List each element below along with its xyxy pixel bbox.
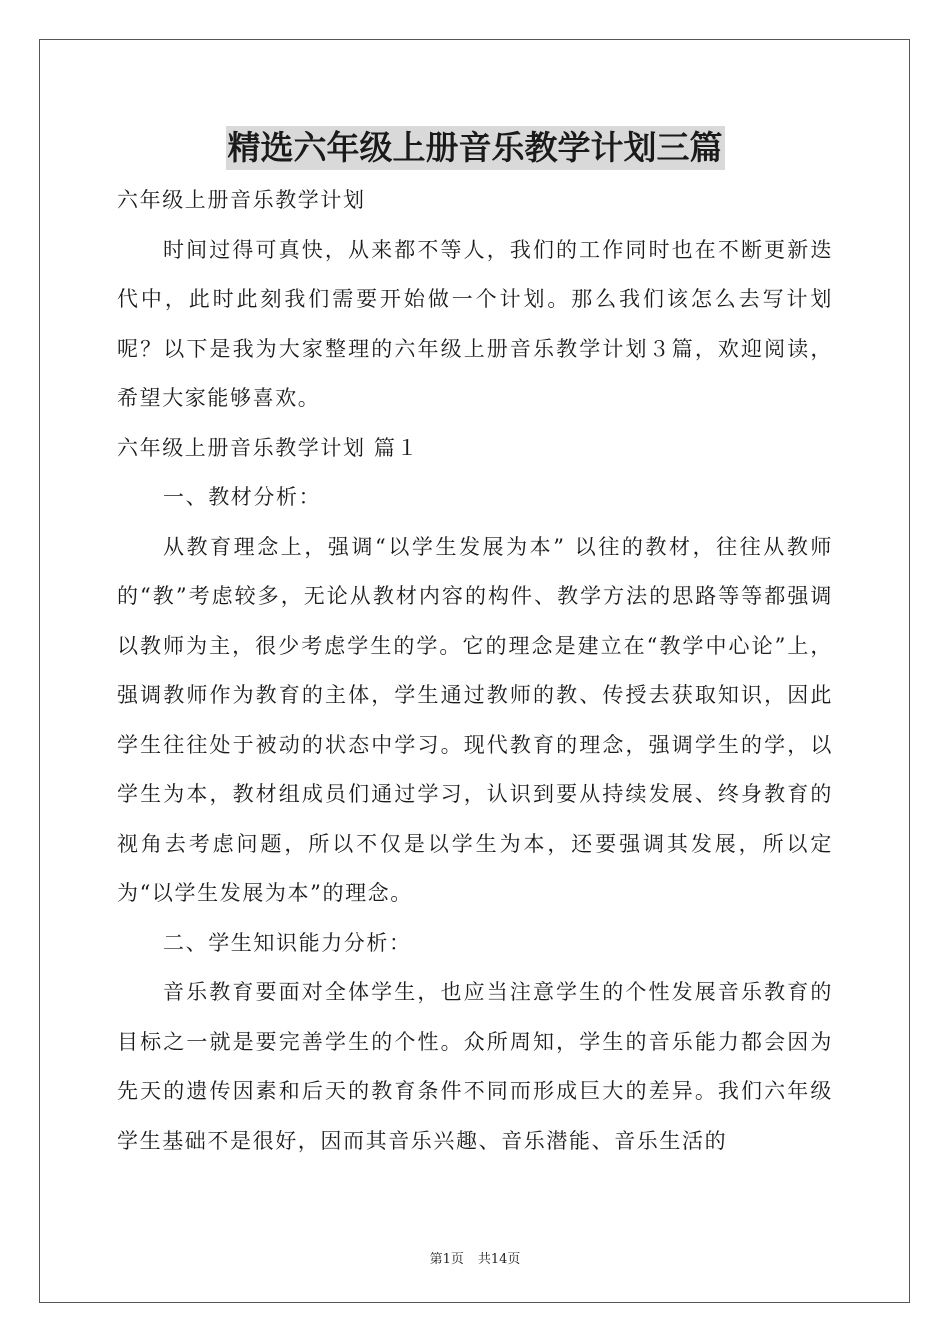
page-footer <box>0 1248 950 1267</box>
intro-paragraph: 时间过得可真快，从来都不等人，我们的工作同时也在不断更新迭代中，此时此刻我们需要开始做一个计划。那么我们该怎么去写计划呢？以下是我为大家整理的六年级上册音乐教学计划３篇，欢迎阅读，希望大家能够喜欢。 <box>117 237 833 410</box>
document-title: 精选六年级上册音乐教学计划三篇 <box>226 126 725 170</box>
section-heading: 六年级上册音乐教学计划 篇１ <box>117 435 420 460</box>
body-paragraph: 从教育理念上，强调“以学生发展为本” 以往的教材，往往从教师的“教”考虑较多，无论从教材内容的构件、教学方法的思路等等都强调以教师为主，很少考虑学生的学。它的理念是建立在“教学中心论”上，强调教师作为教育的主体，学生通过教师的教、传授去获取知识，因此学生往往处于被动的状态中学习。现代教育的理念，强调学生的学，以学生为本，教材组成员们通过学习，认识到要从持续发展、终身教育的视角去考虑问题，所以不仅是以学生为本，还要强调其发展，所以定为“以学生发展为本”的理念。 <box>117 534 833 905</box>
subsection-heading: 二、学生知识能力分析： <box>163 930 412 955</box>
page-total: 共14页 <box>477 1252 521 1267</box>
section-heading: 六年级上册音乐教学计划 <box>117 188 366 212</box>
body-paragraph: 音乐教育要面对全体学生，也应当注意学生的个性发展音乐教育的目标之一就是要完善学生的个性。众所周知，学生的音乐能力都会因为先天的遗传因素和后天的教育条件不同而形成巨大的差异。我们六年级学生基础不是很好，因而其音乐兴趣、音乐潜能、音乐生活的 <box>117 980 833 1153</box>
subsection-heading: 一、教材分析： <box>163 485 322 509</box>
document-body <box>117 176 833 1166</box>
title-container <box>0 126 950 170</box>
page-number: 第1页 <box>429 1252 464 1267</box>
